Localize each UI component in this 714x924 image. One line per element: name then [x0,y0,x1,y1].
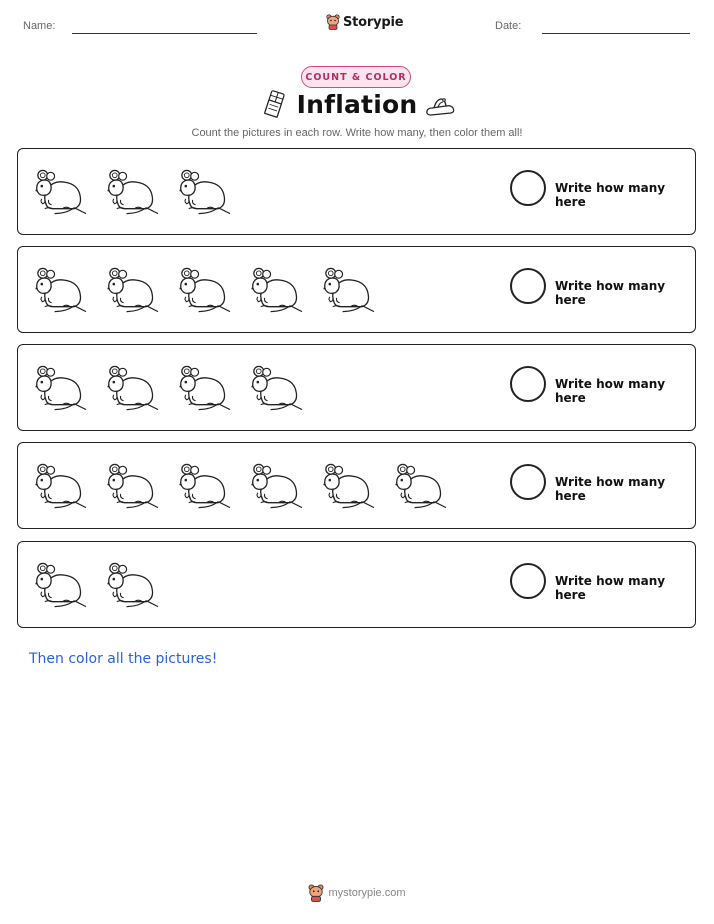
mouse-icon [245,260,304,320]
count-row [17,442,696,529]
footer [0,884,714,902]
answer-label: Write how many here [555,181,666,209]
answer-circle[interactable] [510,170,546,206]
footer-note: Then color all the pictures! [29,651,218,667]
count-row [17,344,696,431]
storypie-mascot-icon [308,884,324,902]
count-row [17,541,696,628]
mouse-icon [173,162,232,222]
worksheet-title: Inflation [296,90,418,119]
mouse-icon [317,260,376,320]
mouse-icon [245,358,304,418]
mouse-icon [101,260,160,320]
mouse-icon [317,456,376,516]
mouse-icon [29,555,88,615]
mouse-icon [29,456,88,516]
answer-circle[interactable] [510,268,546,304]
mouse-icon [389,456,448,516]
mouse-icon [29,260,88,320]
answer-label: Write how many here [555,574,666,602]
mouse-icon [173,260,232,320]
instructions: Count the pictures in each row. Write how many, then color them all! [191,127,523,139]
mouse-icon [101,358,160,418]
name-line[interactable] [72,33,257,34]
mouse-icon [173,456,232,516]
date-line[interactable] [542,33,690,34]
sandal-icon [424,94,456,118]
count-row [17,148,696,235]
answer-label: Write how many here [555,279,666,307]
answer-circle[interactable] [510,464,546,500]
date-label: Date: [495,20,522,32]
mouse-icon [101,555,160,615]
mouse-icon [173,358,232,418]
answer-circle[interactable] [510,366,546,402]
mouse-icon [101,162,160,222]
pictures-group [29,555,160,615]
name-label: Name: [23,20,56,32]
count-row [17,246,696,333]
mouse-icon [29,162,88,222]
pictures-group [29,260,376,320]
answer-circle[interactable] [510,563,546,599]
brand-logo [326,14,403,30]
answer-label: Write how many here [555,475,666,503]
pictures-group [29,456,448,516]
mouse-icon [101,456,160,516]
brand-name: Storypie [343,14,404,30]
footer-url[interactable]: mystorypie.com [328,887,406,899]
mouse-icon [29,358,88,418]
pictures-group [29,358,304,418]
category-badge: COUNT & COLOR [301,66,411,88]
pictures-group [29,162,232,222]
answer-label: Write how many here [555,377,666,405]
mouse-icon [245,456,304,516]
storypie-mascot-icon [326,14,340,30]
